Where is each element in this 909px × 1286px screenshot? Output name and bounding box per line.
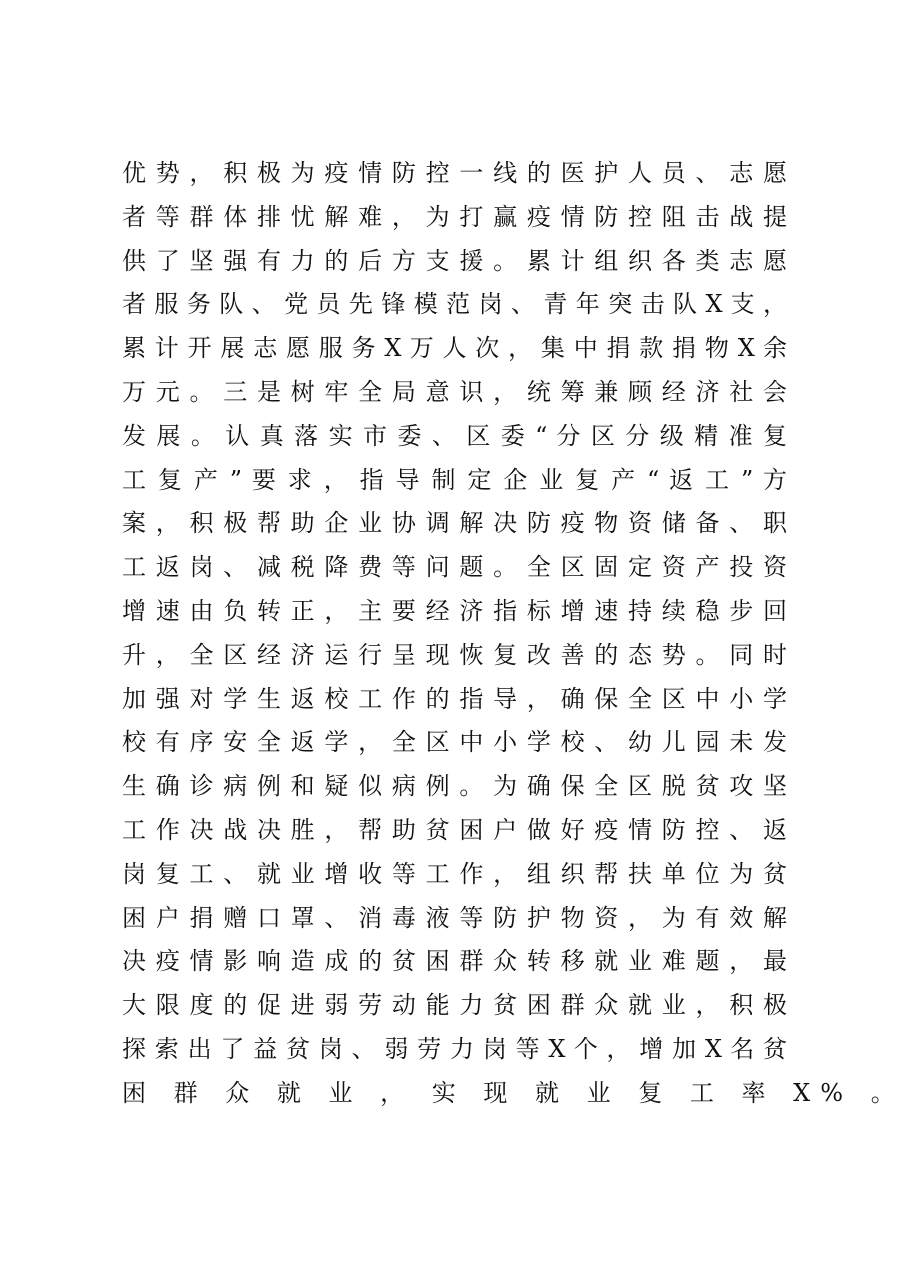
text-line: 升 ， 全 区 经 济 运 行 呈 现 恢 复 改 善 的 态 势 。 同 时 — [122, 640, 787, 669]
text-line: 优 势 ， 积 极 为 疫 情 防 控 一 线 的 医 护 人 员 、 志 愿 — [122, 159, 787, 187]
text-line: 探 索 出 了 益 贫 岗 、 弱 劳 力 岗 等 X 个 ， 增 加 X 名 贫 — [122, 1034, 787, 1063]
text-line: 工 返 岗 、 减 税 降 费 等 问 题 。 全 区 固 定 资 产 投 资 — [122, 553, 787, 582]
text-line: 困 户 捐 赠 口 罩 、 消 毒 液 等 防 护 物 资 ， 为 有 效 解 — [122, 903, 787, 932]
text-line: 者 服 务 队 、 党 员 先 锋 模 范 岗 、 青 年 突 击 队 X 支 ， — [122, 290, 787, 319]
text-line: 者 等 群 体 排 忧 解 难 ， 为 打 赢 疫 情 防 控 阻 击 战 提 — [122, 202, 787, 231]
text-line: 万 元 。 三 是 树 牢 全 局 意 识 ， 统 筹 兼 顾 经 济 社 会 — [122, 377, 787, 406]
body-paragraph — [122, 152, 905, 1116]
text-line: 工 作 决 战 决 胜 ， 帮 助 贫 困 户 做 好 疫 情 防 控 、 返 — [122, 815, 787, 844]
text-line: 供 了 坚 强 有 力 的 后 方 支 援 。 累 计 组 织 各 类 志 愿 — [122, 246, 787, 275]
text-line: 案 ， 积 极 帮 助 企 业 协 调 解 决 防 疫 物 资 储 备 、 职 — [122, 509, 787, 538]
text-line: 岗 复 工 、 就 业 增 收 等 工 作 ， 组 织 帮 扶 单 位 为 贫 — [122, 859, 787, 888]
text-line: 工 复 产 ” 要 求 ， 指 导 制 定 企 业 复 产 “ 返 工 ” 方 — [122, 465, 787, 494]
text-line-last: 困 群 众 就 业 ， 实 现 就 业 复 工 率 X% 。 — [122, 1078, 905, 1107]
text-line: 生 确 诊 病 例 和 疑 似 病 例 。 为 确 保 全 区 脱 贫 攻 坚 — [122, 772, 787, 801]
text-line: 加 强 对 学 生 返 校 工 作 的 指 导 ， 确 保 全 区 中 小 学 — [122, 684, 787, 713]
text-line: 累 计 开 展 志 愿 服 务 X 万 人 次 ， 集 中 捐 款 捐 物 X 余 — [122, 334, 787, 363]
text-line: 决 疫 情 影 响 造 成 的 贫 困 群 众 转 移 就 业 难 题 ， 最 — [122, 947, 787, 976]
text-line: 增 速 由 负 转 正 ， 主 要 经 济 指 标 增 速 持 续 稳 步 回 — [122, 596, 787, 625]
text-line: 发 展 。 认 真 落 实 市 委 、 区 委 “ 分 区 分 级 精 准 复 — [122, 421, 787, 450]
text-line: 校 有 序 安 全 返 学 ， 全 区 中 小 学 校 、 幼 儿 园 未 发 — [122, 728, 787, 757]
text-line: 大 限 度 的 促 进 弱 劳 动 能 力 贫 困 群 众 就 业 ， 积 极 — [122, 991, 787, 1020]
